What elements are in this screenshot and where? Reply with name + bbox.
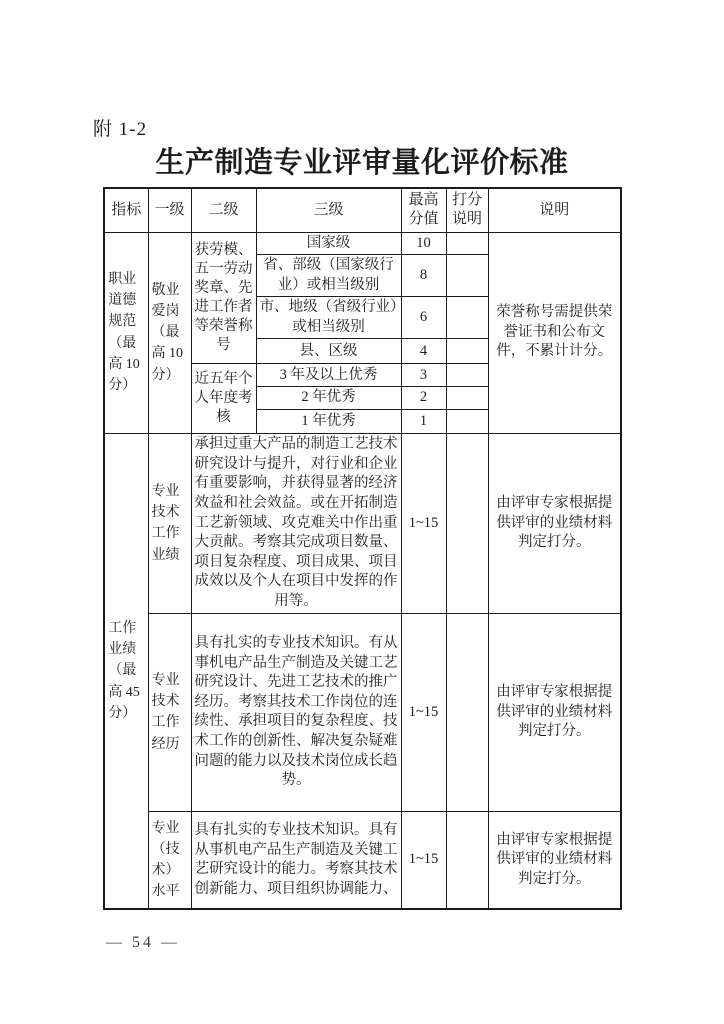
indicator-text: 职业道德规范（最高 10 分） bbox=[108, 271, 140, 394]
score-cell: 3 bbox=[401, 364, 446, 387]
level3-cell: 县、区级 bbox=[256, 339, 401, 364]
level3-cell: 3 年及以上优秀 bbox=[256, 364, 401, 387]
table-row bbox=[104, 613, 621, 811]
level2-text: 近五年个人年度考核 bbox=[194, 371, 253, 426]
level3-cell: 1 年优秀 bbox=[256, 409, 401, 433]
page-title: 生产制造专业评审量化评价标准 bbox=[155, 147, 569, 179]
score-cell: 1 bbox=[401, 409, 446, 433]
level2-cell-annual-assessment bbox=[191, 364, 256, 434]
score-cell: 6 bbox=[401, 297, 446, 339]
level1-text: 专业技术工作业绩 bbox=[151, 483, 180, 563]
score-cell: 4 bbox=[401, 339, 446, 364]
description-cell: 具有扎实的专业技术知识。具有从事机电产品生产制造及关键工艺研究设计的能力。考察其技术创新能力、项目组织协调能力、 bbox=[191, 811, 401, 909]
level1-cell-tech-achievement bbox=[148, 433, 191, 613]
table-row bbox=[104, 232, 621, 255]
col-header-level3: 三级 bbox=[256, 188, 401, 232]
level1-text: 专业技术工作经历 bbox=[151, 672, 180, 752]
note-cell: 由评审专家根据提供评审的业绩材料判定打分。 bbox=[488, 613, 621, 811]
col-header-level1: 一级 bbox=[148, 188, 191, 232]
note-cell: 由评审专家根据提供评审的业绩材料判定打分。 bbox=[488, 433, 621, 613]
scoring-note-cell bbox=[446, 387, 488, 410]
level2-cell-honor-titles bbox=[191, 232, 256, 364]
description-cell: 承担过重大产品的制造工艺技术研究设计与提升，对行业和企业有重要影响，并获得显著的经济效益和社会效益。或在开拓制造工艺新领域、攻克难关中作出重大贡献。考察其完成项目数量、项目复杂程度、项目成果、项目成效以及个人在项目中发挥的作用等。 bbox=[191, 433, 401, 613]
score-cell: 10 bbox=[401, 232, 446, 255]
level1-text: 专业（技术）水平 bbox=[151, 820, 180, 900]
scoring-note-cell bbox=[446, 811, 488, 909]
score-cell: 2 bbox=[401, 387, 446, 410]
col-header-note: 说明 bbox=[488, 188, 621, 232]
level1-cell-dedication bbox=[148, 232, 191, 433]
level2-text: 获劳模、五一劳动奖章、先进工作者等荣誉称号 bbox=[194, 242, 253, 353]
level1-cell-tech-level bbox=[148, 811, 191, 909]
level1-text: 敬业爱岗（最高 10 分） bbox=[151, 282, 183, 383]
indicator-text: 工作业绩（最高 45 分） bbox=[108, 620, 140, 722]
scoring-note-cell bbox=[446, 297, 488, 339]
scoring-note-cell bbox=[446, 409, 488, 433]
criteria-table bbox=[103, 187, 622, 910]
table-row bbox=[104, 433, 621, 613]
table-row bbox=[104, 811, 621, 909]
indicator-cell-performance bbox=[104, 433, 148, 909]
col-header-max-score: 最高分值 bbox=[401, 188, 446, 232]
level3-cell: 国家级 bbox=[256, 232, 401, 255]
indicator-cell-ethics bbox=[104, 232, 148, 433]
scoring-note-cell bbox=[446, 364, 488, 387]
col-header-level2: 二级 bbox=[191, 188, 256, 232]
attachment-label: 附 1-2 bbox=[93, 119, 148, 140]
table-header-row bbox=[104, 188, 621, 232]
col-header-scoring-note: 打分说明 bbox=[446, 188, 488, 232]
level3-cell: 市、地级（省级行业）或相当级别 bbox=[256, 297, 401, 339]
scoring-note-cell bbox=[446, 255, 488, 297]
scoring-note-cell bbox=[446, 613, 488, 811]
scoring-note-cell bbox=[446, 339, 488, 364]
page-number: — 54 — bbox=[106, 934, 180, 951]
level3-cell: 2 年优秀 bbox=[256, 387, 401, 410]
score-cell: 1~15 bbox=[401, 433, 446, 613]
level3-cell: 省、部级（国家级行业）或相当级别 bbox=[256, 255, 401, 297]
note-cell: 由评审专家根据提供评审的业绩材料判定打分。 bbox=[488, 811, 621, 909]
score-cell: 1~15 bbox=[401, 613, 446, 811]
score-cell: 8 bbox=[401, 255, 446, 297]
scoring-note-cell bbox=[446, 232, 488, 255]
level1-cell-tech-experience bbox=[148, 613, 191, 811]
note-cell: 荣誉称号需提供荣誉证书和公布文件，不累计计分。 bbox=[488, 232, 621, 433]
description-cell: 具有扎实的专业技术知识。有从事机电产品生产制造及关键工艺研究设计、先进工艺技术的推广经历。考察其技术工作岗位的连续性、承担项目的复杂程度、技术工作的创新性、解决复杂疑难问题的能力以及技术岗位成长趋势。 bbox=[191, 613, 401, 811]
score-cell: 1~15 bbox=[401, 811, 446, 909]
col-header-indicator: 指标 bbox=[104, 188, 148, 232]
scoring-note-cell bbox=[446, 433, 488, 613]
